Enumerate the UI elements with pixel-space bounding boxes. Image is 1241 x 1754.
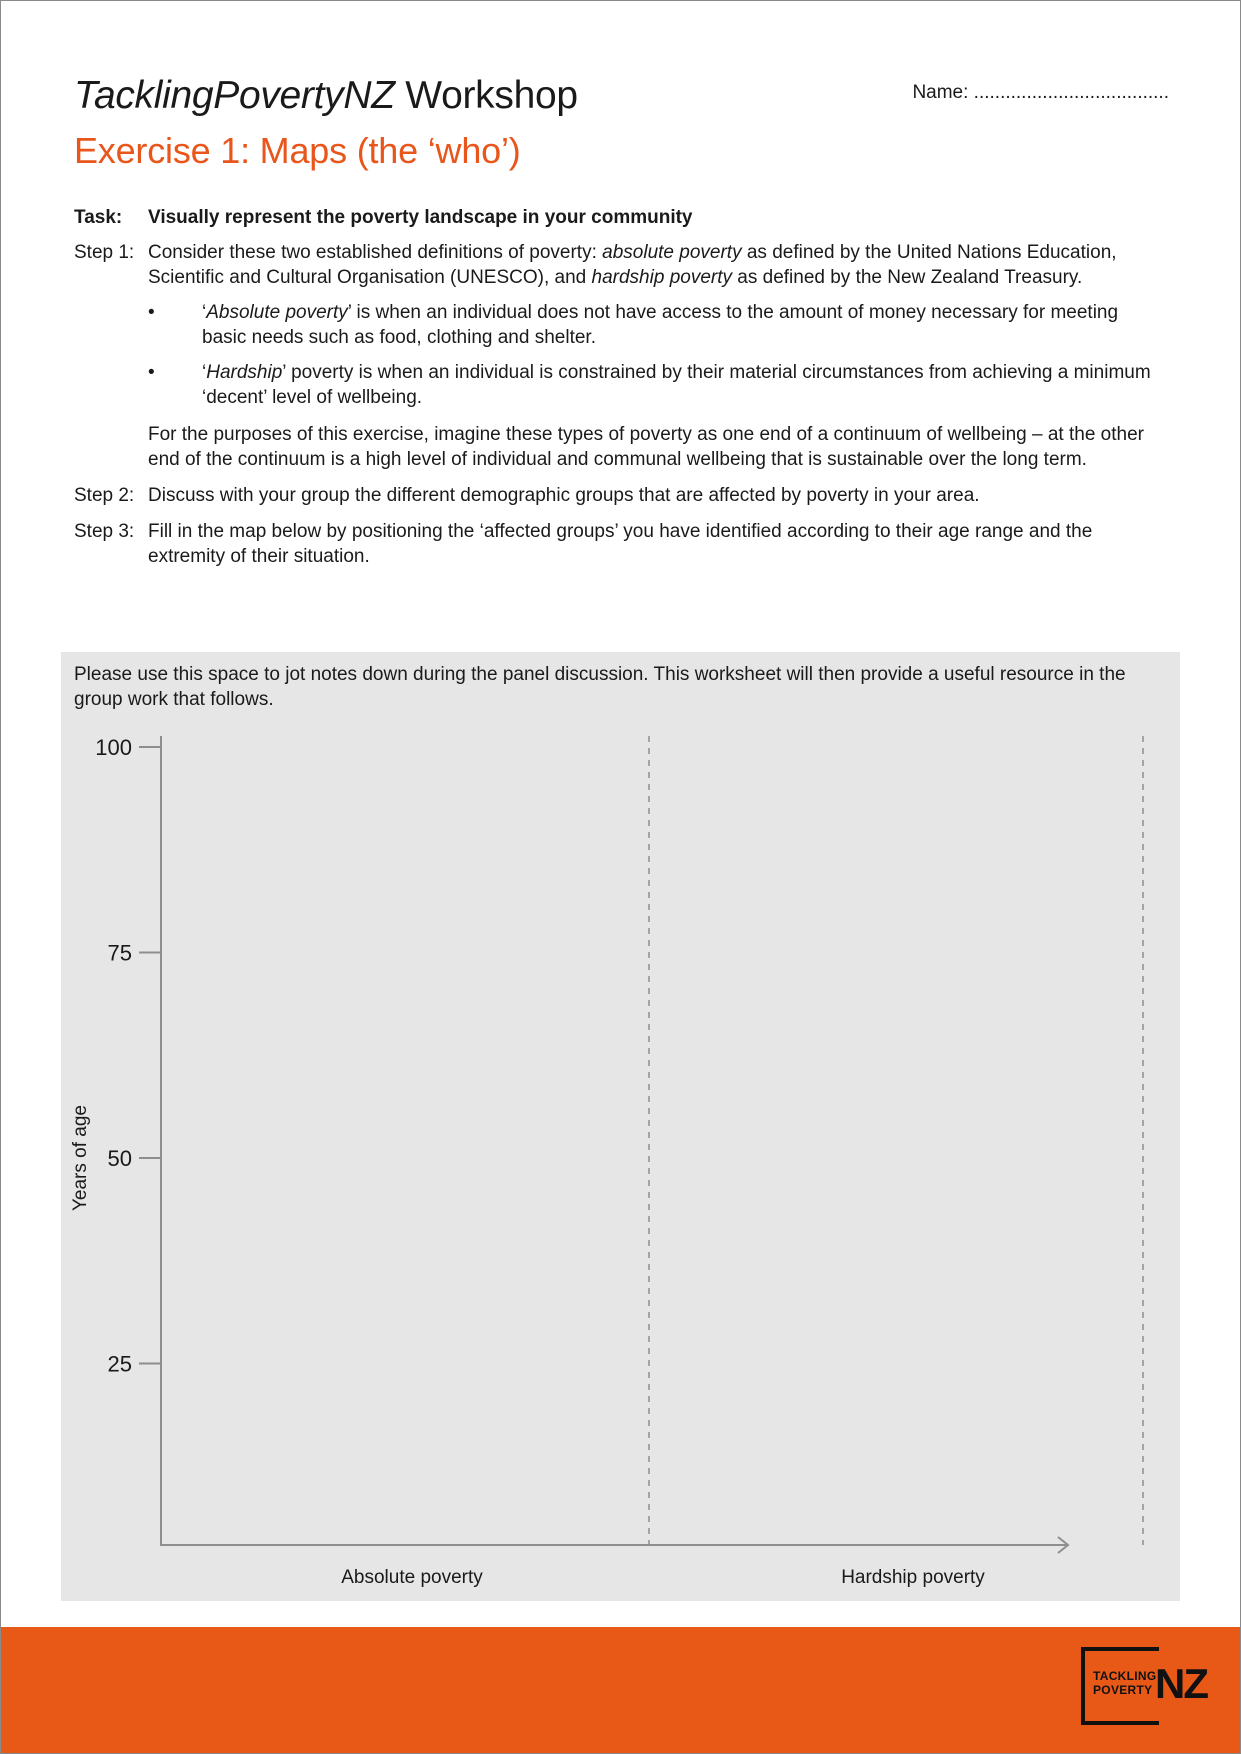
task-row bbox=[74, 205, 1174, 230]
notes-instructions: Please use this space to jot notes down during the panel discussion. This worksheet will then provide a useful resource in the group work that follows. bbox=[74, 664, 1126, 710]
step1-intro-part: as defined by the New Zealand Treasury. bbox=[732, 267, 1083, 288]
x-region-label: Hardship poverty bbox=[841, 1567, 985, 1588]
step3-text: Fill in the map below by positioning the ‘affected groups’ you have identified according to their age range and the extremity of their situation. bbox=[148, 521, 1093, 567]
step2-text: Discuss with your group the different demographic groups that are affected by poverty in your area. bbox=[148, 485, 980, 506]
age-poverty-map[interactable] bbox=[61, 652, 1180, 1601]
y-tick-label: 25 bbox=[107, 1351, 132, 1377]
title-brand: TacklingPovertyNZ bbox=[74, 74, 395, 117]
title-rest: Workshop bbox=[394, 74, 578, 117]
step1-intro-part: as defined by the United Nations Education, Scientific and Cultural Organisation (UNESCO), and bbox=[148, 242, 1117, 288]
bullet-item bbox=[74, 300, 1174, 350]
task-label: Task: bbox=[74, 207, 123, 228]
step1-term-absolute: absolute poverty bbox=[602, 242, 742, 263]
step2-label: Step 2: bbox=[74, 485, 135, 506]
y-tick-label: 50 bbox=[107, 1146, 132, 1171]
bullet-dot: • bbox=[148, 302, 155, 323]
task-text: Visually represent the poverty landscape in your community bbox=[148, 207, 693, 228]
logo-line2: POVERTY bbox=[1093, 1683, 1153, 1697]
instructions bbox=[74, 205, 1174, 580]
y-tick-label: 100 bbox=[95, 735, 132, 760]
bullet-quote: ‘ bbox=[202, 362, 207, 383]
step3-label: Step 3: bbox=[74, 521, 135, 542]
footer-band bbox=[1, 1627, 1240, 1753]
bullet-text bbox=[202, 360, 1174, 410]
x-region-label: Absolute poverty bbox=[341, 1567, 483, 1588]
bullet-rest: ’ is when an individual does not have access to the amount of money necessary for meeting basic needs such as food, clothing and shelter. bbox=[202, 302, 1119, 348]
y-axis-label: Years of age bbox=[70, 1105, 91, 1211]
step1-row bbox=[74, 240, 1174, 290]
bullet-text bbox=[202, 300, 1174, 350]
exercise-subtitle: Exercise 1: Maps (the ‘who’) bbox=[74, 130, 521, 171]
name-field[interactable]: Name: ..................................... bbox=[912, 82, 1169, 103]
bullet-term: Absolute poverty bbox=[206, 302, 348, 323]
tackling-poverty-nz-logo bbox=[1081, 1647, 1205, 1733]
notes-panel[interactable] bbox=[61, 652, 1180, 1601]
step1-paragraph: For the purposes of this exercise, imagine these types of poverty as one end of a continuum of wellbeing – at the other end of the continuum is a high level of individual and communal wellbeing that is sustainable over the long term. bbox=[148, 424, 1144, 470]
bullet-term: Hardship bbox=[206, 362, 283, 383]
step3-row bbox=[74, 519, 1174, 569]
bullet-item bbox=[74, 360, 1174, 410]
page-title bbox=[74, 74, 578, 118]
logo-nz: NZ bbox=[1155, 1660, 1207, 1707]
bullet-quote: ‘ bbox=[202, 302, 207, 323]
bullet-rest: ’ poverty is when an individual is constrained by their material circumstances from achieving a minimum ‘decent’ level of wellbeing. bbox=[202, 362, 1151, 408]
step1-intro-part: Consider these two established definitions of poverty: bbox=[148, 242, 603, 263]
logo-line1: TACKLING bbox=[1093, 1669, 1157, 1683]
step1-label: Step 1: bbox=[74, 242, 135, 263]
logo-words bbox=[1093, 1669, 1157, 1697]
bullet-dot: • bbox=[148, 362, 155, 383]
step1-intro bbox=[148, 240, 1174, 290]
step1-term-hardship: hardship poverty bbox=[591, 267, 732, 288]
y-tick-label: 75 bbox=[107, 940, 132, 966]
step2-row bbox=[74, 483, 1174, 508]
